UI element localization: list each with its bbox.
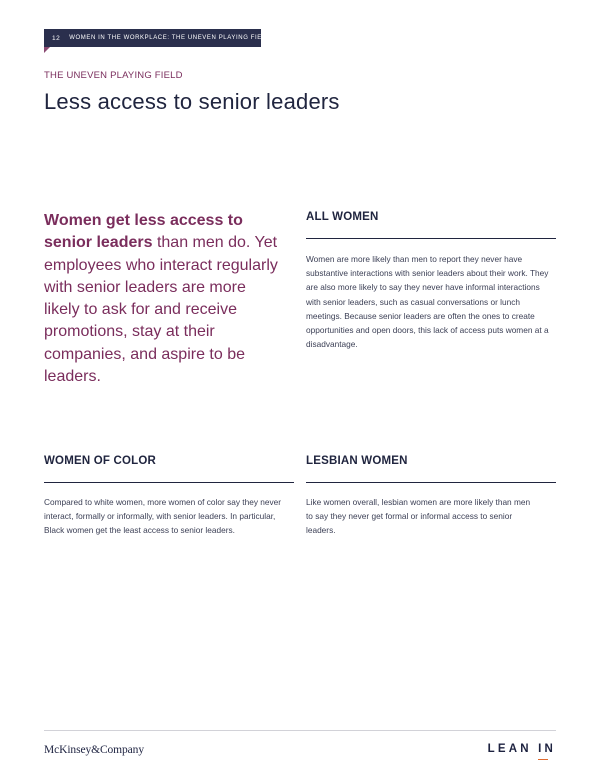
running-header [44, 29, 271, 47]
pull-quote-rest: than men do. Yet employees who interact regularly with senior leaders are more likely to ask for and receive promotions, stay at their companies, and aspire to be leaders. [44, 234, 278, 386]
page-title: Less access to senior leaders [44, 89, 340, 114]
mckinsey-logo: McKinsey&Company [44, 744, 144, 756]
women-of-color-heading: WOMEN OF COLOR [44, 455, 157, 467]
women-of-color-body: Compared to white women, more women of color say they never interact, formally or informally, with senior leaders. In particular, Black women get the least access to senior leaders. [44, 497, 282, 536]
lesbian-women-body: Like women overall, lesbian women are more likely than men to say they never get formal or informal access to senior leaders. [306, 497, 531, 536]
lesbian-women-rule [306, 482, 556, 483]
section-eyebrow: THE UNEVEN PLAYING FIELD [44, 70, 183, 81]
all-women-rule [306, 238, 556, 239]
header-corner-accent [44, 47, 50, 53]
women-of-color-rule [44, 482, 294, 483]
all-women-heading: ALL WOMEN [306, 211, 379, 223]
lean-in-logo: LEAN IN [487, 743, 556, 755]
running-title: WOMEN IN THE WORKPLACE: THE UNEVEN PLAYING FIELD [69, 35, 271, 41]
lean-in-logo-accent [538, 759, 548, 760]
page-number: 12 [52, 34, 61, 42]
lesbian-women-heading: LESBIAN WOMEN [306, 455, 408, 467]
pull-quote-bold: Women get less access to senior leaders [44, 212, 243, 252]
footer-divider [44, 730, 556, 731]
all-women-body: Women are more likely than men to report they never have substantive interactions with senior leaders about their work. They are also more likely to say they never have informal interactions with senior leaders, such as casual conversations or lunch meetings. Because senior leaders are often the ones to create opportunities and open doors, this lack of access puts women at a disadvantage. [306, 254, 549, 350]
pull-quote [44, 210, 280, 388]
